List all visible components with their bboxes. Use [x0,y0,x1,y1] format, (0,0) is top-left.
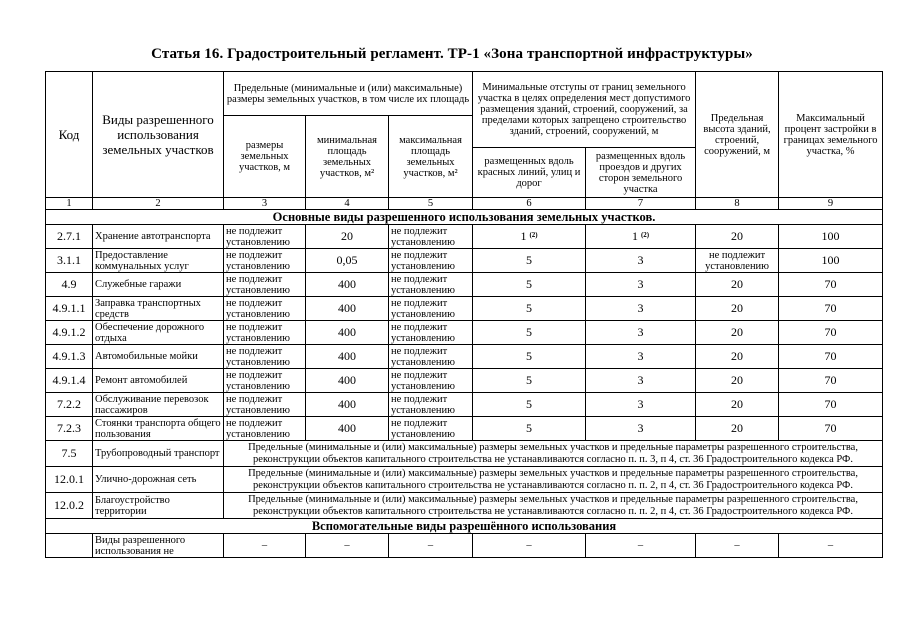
setback-value: 1 [520,229,527,243]
aux-row-code [46,534,93,558]
row-max-coverage: 70 [779,369,883,393]
header-max-coverage: Максимальный процент застройки в границах земельного участка, % [779,72,883,198]
row-plot-size: не подлежит установлению [224,393,306,417]
row-min-area: 400 [306,297,389,321]
aux-row-cell: – [586,534,696,558]
row-code: 4.9.1.3 [46,345,93,369]
row-use-name: Обеспечение дорожного отдыха [93,321,224,345]
table-row [46,249,883,273]
row-setback-s7 [586,249,696,273]
row-setback-s6 [473,297,586,321]
row-setback-s7 [586,225,696,249]
row-use-name: Автомобильные мойки [93,345,224,369]
footnote-mark: (2) [640,231,650,239]
header-plot-size: размеры земельных участков, м [224,116,306,198]
row-min-area: 400 [306,393,389,417]
table-row [46,225,883,249]
row-setback-s6 [473,225,586,249]
aux-row-cell: – [389,534,473,558]
aux-row-cell: – [306,534,389,558]
row-max-height: не подлежит установлению [696,249,779,273]
row-max-height: 20 [696,417,779,441]
row-min-area: 20 [306,225,389,249]
table-row [46,297,883,321]
row-use-name: Обслуживание перевозок пассажиров [93,393,224,417]
row-code: 3.1.1 [46,249,93,273]
row-plot-size: не подлежит установлению [224,297,306,321]
setback-value: 5 [526,277,533,291]
header-setback-other: размещенных вдоль проездов и других сторон земельного участка [586,148,696,198]
row-max-coverage: 70 [779,297,883,321]
row-setback-s6 [473,393,586,417]
row-use-name: Улично-дорожная сеть [93,467,224,493]
column-numbers-row [46,198,883,210]
row-max-coverage: 70 [779,393,883,417]
row-use-name: Стоянки транспорта общего пользования [93,417,224,441]
row-max-coverage: 70 [779,273,883,297]
row-plot-size: не подлежит установлению [224,273,306,297]
row-setback-s6 [473,249,586,273]
row-parameters-note: Предельные (минимальные и (или) максимальные) размеры земельных участков и предельные параметры разрешенного строительства, реконструкции объектов капитального строительства не устанавливаются согласно п. п. 2, п 4, ст. 36 Градостроительного кодекса РФ. [224,467,883,493]
row-setback-s6 [473,273,586,297]
table-row [46,273,883,297]
column-number: 6 [473,198,586,210]
header-setbacks: Минимальные отступы от границ земельного участка в целях определения мест допустимого размещения зданий, строений, сооружений, за пределами которых запрещено строительство зданий, строений, сооружений, м [473,72,696,148]
setback-value: 5 [526,349,533,363]
row-setback-s7 [586,369,696,393]
row-max-area: не подлежит установлению [389,345,473,369]
row-use-name: Предоставление коммунальных услуг [93,249,224,273]
row-code: 4.9.1.1 [46,297,93,321]
row-setback-s6 [473,417,586,441]
row-setback-s7 [586,417,696,441]
row-plot-size: не подлежит установлению [224,321,306,345]
row-use-name: Заправка транспортных средств [93,297,224,321]
aux-row-cell: – [473,534,586,558]
row-max-area: не подлежит установлению [389,417,473,441]
row-max-area: не подлежит установлению [389,297,473,321]
row-use-name: Ремонт автомобилей [93,369,224,393]
row-setback-s6 [473,369,586,393]
header-row-1 [46,72,883,116]
row-max-height: 20 [696,273,779,297]
row-min-area: 400 [306,321,389,345]
row-max-height: 20 [696,369,779,393]
row-use-name: Трубопроводный транспорт [93,441,224,467]
row-plot-size: не подлежит установлению [224,345,306,369]
row-min-area: 400 [306,273,389,297]
row-min-area: 400 [306,345,389,369]
row-max-area: не подлежит установлению [389,273,473,297]
row-code: 2.7.1 [46,225,93,249]
table-row-span [46,467,883,493]
row-code: 7.2.2 [46,393,93,417]
row-code: 7.5 [46,441,93,467]
row-code: 12.0.1 [46,467,93,493]
row-setback-s7 [586,345,696,369]
table-row [46,321,883,345]
setback-value: 5 [526,421,533,435]
setback-value: 3 [637,349,644,363]
setback-value: 3 [637,301,644,315]
row-max-height: 20 [696,393,779,417]
row-max-area: не подлежит установлению [389,249,473,273]
header-code: Код [46,72,93,198]
setback-value: 3 [637,397,644,411]
setback-value: 5 [526,301,533,315]
row-min-area: 400 [306,417,389,441]
column-number: 5 [389,198,473,210]
aux-section-title: Вспомогательные виды разрешённого использования [46,519,883,534]
row-code: 4.9.1.2 [46,321,93,345]
row-plot-size: не подлежит установлению [224,249,306,273]
row-setback-s7 [586,297,696,321]
column-number: 9 [779,198,883,210]
setback-value: 3 [637,277,644,291]
row-max-area: не подлежит установлению [389,393,473,417]
main-section-title: Основные виды разрешенного использования земельных участков. [46,210,883,225]
row-code: 4.9 [46,273,93,297]
row-max-area: не подлежит установлению [389,321,473,345]
aux-row-cell: – [779,534,883,558]
row-setback-s7 [586,321,696,345]
footnote-mark: (2) [529,231,538,239]
row-max-area: не подлежит установлению [389,225,473,249]
header-setback-red-lines: размещенных вдоль красных линий, улиц и дорог [473,148,586,198]
row-parameters-note: Предельные (минимальные и (или) максимальные) размеры земельных участков и предельные параметры разрешенного строительства, реконструкции объектов капитального строительства не устанавливаются согласно п. п. 2, п 4, ст. 36 Градостроительного кодекса РФ. [224,493,883,519]
aux-row-cell: – [224,534,306,558]
row-max-height: 20 [696,225,779,249]
table-row [46,345,883,369]
row-max-height: 20 [696,345,779,369]
row-plot-size: не подлежит установлению [224,417,306,441]
header-plot-limits: Предельные (минимальные и (или) максимальные) размеры земельных участков, в том числе их площадь [224,72,473,116]
column-number: 2 [93,198,224,210]
regulation-table [45,71,883,558]
setback-value: 3 [637,325,644,339]
row-plot-size: не подлежит установлению [224,225,306,249]
section-row-aux [46,519,883,534]
aux-row-name: Виды разрешенного использования не [93,534,224,558]
row-code: 4.9.1.4 [46,369,93,393]
setback-value: 1 [631,229,638,243]
header-min-area: минимальная площадь земельных участков, м² [306,116,389,198]
setback-value: 5 [526,253,533,267]
row-max-height: 20 [696,321,779,345]
table-row-span [46,493,883,519]
column-number: 1 [46,198,93,210]
setback-value: 5 [526,325,533,339]
row-setback-s6 [473,321,586,345]
row-setback-s7 [586,393,696,417]
row-max-height: 20 [696,297,779,321]
section-row-main [46,210,883,225]
header-max-height: Предельная высота зданий, строений, сооружений, м [696,72,779,198]
header-max-area: максимальная площадь земельных участков, м² [389,116,473,198]
row-max-coverage: 70 [779,345,883,369]
table-row [46,393,883,417]
column-number: 4 [306,198,389,210]
table-row-span [46,441,883,467]
aux-row [46,534,883,558]
column-number: 7 [586,198,696,210]
page-title: Статья 16. Градостроительный регламент. ТР-1 «Зона транспортной инфраструктуры» [151,46,753,62]
row-max-coverage: 100 [779,249,883,273]
column-number: 8 [696,198,779,210]
row-code: 12.0.2 [46,493,93,519]
row-setback-s7 [586,273,696,297]
column-number: 3 [224,198,306,210]
row-use-name: Служебные гаражи [93,273,224,297]
header-use-type: Виды разрешенного использования земельных участков [93,72,224,198]
row-parameters-note: Предельные (минимальные и (или) максимальные) размеры земельных участков и предельные параметры разрешенного строительства, реконструкции объектов капитального строительства не устанавливаются согласно п. п. 3, п 4, ст. 36 Градостроительного кодекса РФ. [224,441,883,467]
row-max-coverage: 70 [779,321,883,345]
row-min-area: 0,05 [306,249,389,273]
setback-value: 3 [637,253,644,267]
row-code: 7.2.3 [46,417,93,441]
row-max-coverage: 70 [779,417,883,441]
setback-value: 3 [637,373,644,387]
setback-value: 5 [526,373,533,387]
row-plot-size: не подлежит установлению [224,369,306,393]
setback-value: 3 [637,421,644,435]
row-min-area: 400 [306,369,389,393]
row-max-coverage: 100 [779,225,883,249]
row-use-name: Хранение автотранспорта [93,225,224,249]
row-max-area: не подлежит установлению [389,369,473,393]
row-use-name: Благоустройство территории [93,493,224,519]
aux-row-cell: – [696,534,779,558]
setback-value: 5 [526,397,533,411]
table-row [46,369,883,393]
table-row [46,417,883,441]
row-setback-s6 [473,345,586,369]
